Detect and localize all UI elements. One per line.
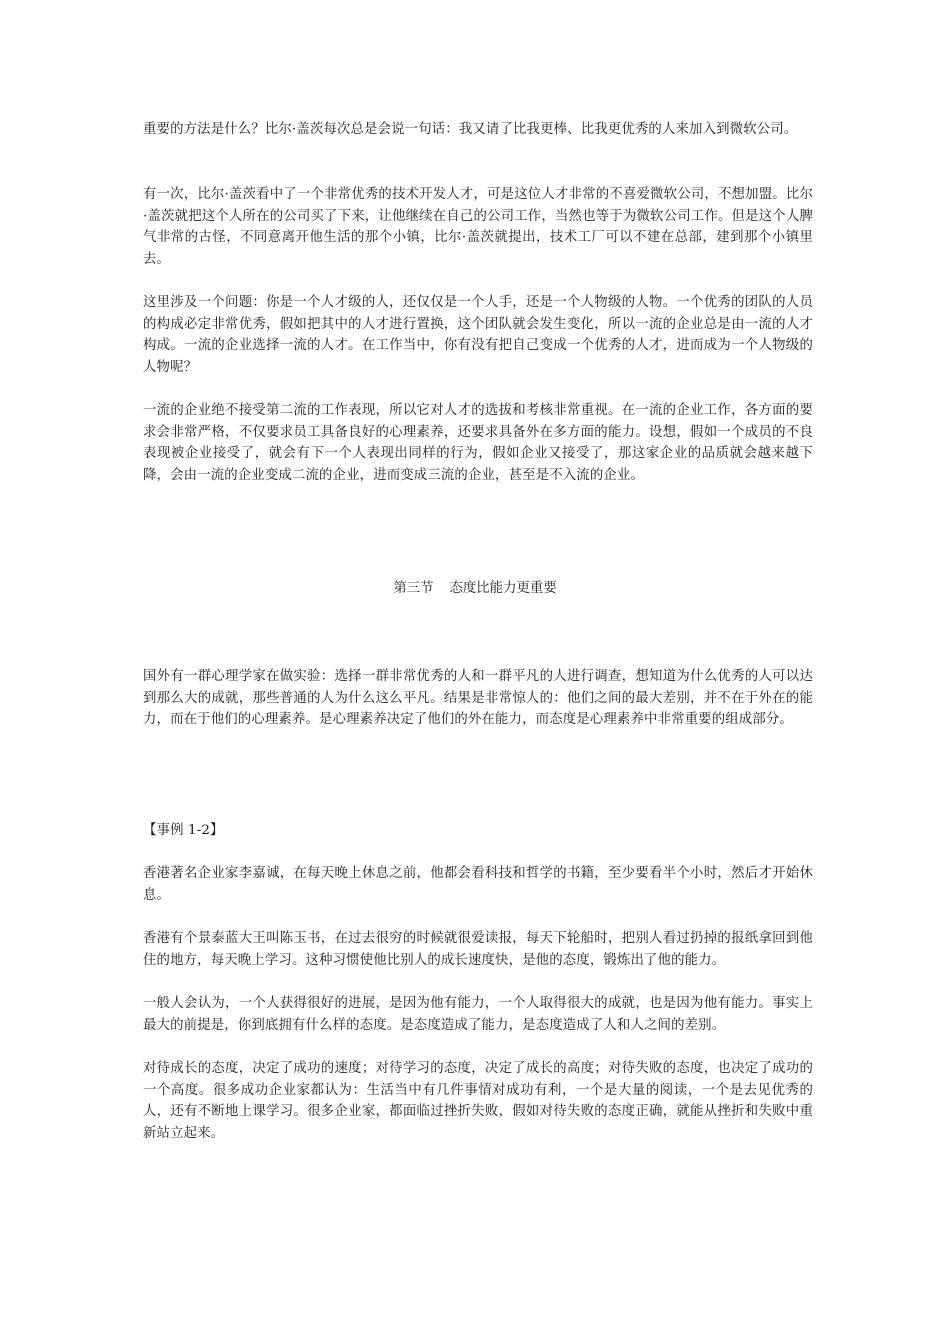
paragraph-bill-gates-method: 重要的方法是什么？比尔·盖茨每次总是会说一句话：我又请了比我更棒、比我更优秀的人来加入到微软公司。	[143, 122, 798, 137]
paragraph-psychology-experiment: 国外有一群心理学家在做实验：选择一群非常优秀的人和一群平凡的人进行调查，想知道为什么优秀的人可以达到那么大的成就，那些普通的人为什么这么平凡。结果是非常惊人的：他们之间的最大差别，并不在于外在的能力，而在于他们的心理素养。是心理素养决定了他们的外在能力，而态度是心理素养中非常重要的组成部分。	[143, 669, 813, 727]
paragraph-first-class-enterprise: 一流的企业绝不接受第二流的工作表现，所以它对人才的选拔和考核非常重视。在一流的企业工作，各方面的要求会非常严格，不仅要求员工具备良好的心理素养，还要求具备外在多方面的能力。设想，假如一个成员的不良表现被企业接受了，就会有下一个人表现出同样的行为，假如企业又接受了，那这家企业的品质就会越来越下降，会由一流的企业变成二流的企业，进而变成三流的企业，甚至是不入流的企业。	[143, 403, 813, 483]
paragraph-talent-levels: 这里涉及一个问题：你是一个人才级的人，还仅仅是一个人手，还是一个人物级的人物。一个优秀的团队的人员的构成必定非常优秀，假如把其中的人才进行置换，这个团队就会发生变化，所以一流的企业总是由一流的人才构成。一流的企业选择一流的人才。在工作当中，你有没有把自己变成一个优秀的人才，进而成为一个人物级的人物呢？	[143, 295, 813, 375]
paragraph-li-ka-shing: 香港著名企业家李嘉诚，在每天晚上休息之前，他都会看科技和哲学的书籍，至少要看半个小时，然后才开始休息。	[143, 866, 813, 903]
paragraph-attitude-to-growth: 对待成长的态度，决定了成功的速度；对待学习的态度，决定了成长的高度；对待失败的态度，也决定了成功的一个高度。很多成功企业家都认为：生活当中有几件事情对成功有利，一个是大量的阅读，一个是去见优秀的人，还有不断地上课学习。很多企业家，都面临过挫折失败，假如对待失败的态度正确，就能从挫折和失败中重新站立起来。	[143, 1061, 813, 1141]
section-number: 第三节	[393, 581, 434, 596]
paragraph-chen-yushu: 香港有个景泰蓝大王叫陈玉书，在过去很穷的时候就很爱读报，每天下轮船时，把别人看过扔掉的报纸拿回到他住的地方，每天晚上学习。这种习惯使他比别人的成长速度快，是他的态度，锻炼出了他的能力。	[143, 931, 813, 968]
section-heading	[0, 578, 950, 600]
paragraph-bill-gates-talent: 有一次，比尔·盖茨看中了一个非常优秀的技术开发人才，可是这位人才非常的不喜爱微软公司，不想加盟。比尔·盖茨就把这个人所在的公司买了下来，让他继续在自己的公司工作，当然也等于为微软公司工作。但是这个人脾气非常的古怪，不同意离开他生活的那个小镇，比尔·盖茨就提出，技术工厂可以不建在总部，建到那个小镇里去。	[143, 187, 813, 267]
paragraph-attitude-creates-ability: 一般人会认为，一个人获得很好的进展，是因为他有能力，一个人取得很大的成就，也是因为他有能力。事实上最大的前提是，你到底拥有什么样的态度。是态度造成了能力，是态度造成了人和人之间的差别。	[143, 996, 813, 1033]
section-title: 态度比能力更重要	[449, 581, 557, 596]
case-label: 【事例 1-2】	[143, 823, 224, 838]
